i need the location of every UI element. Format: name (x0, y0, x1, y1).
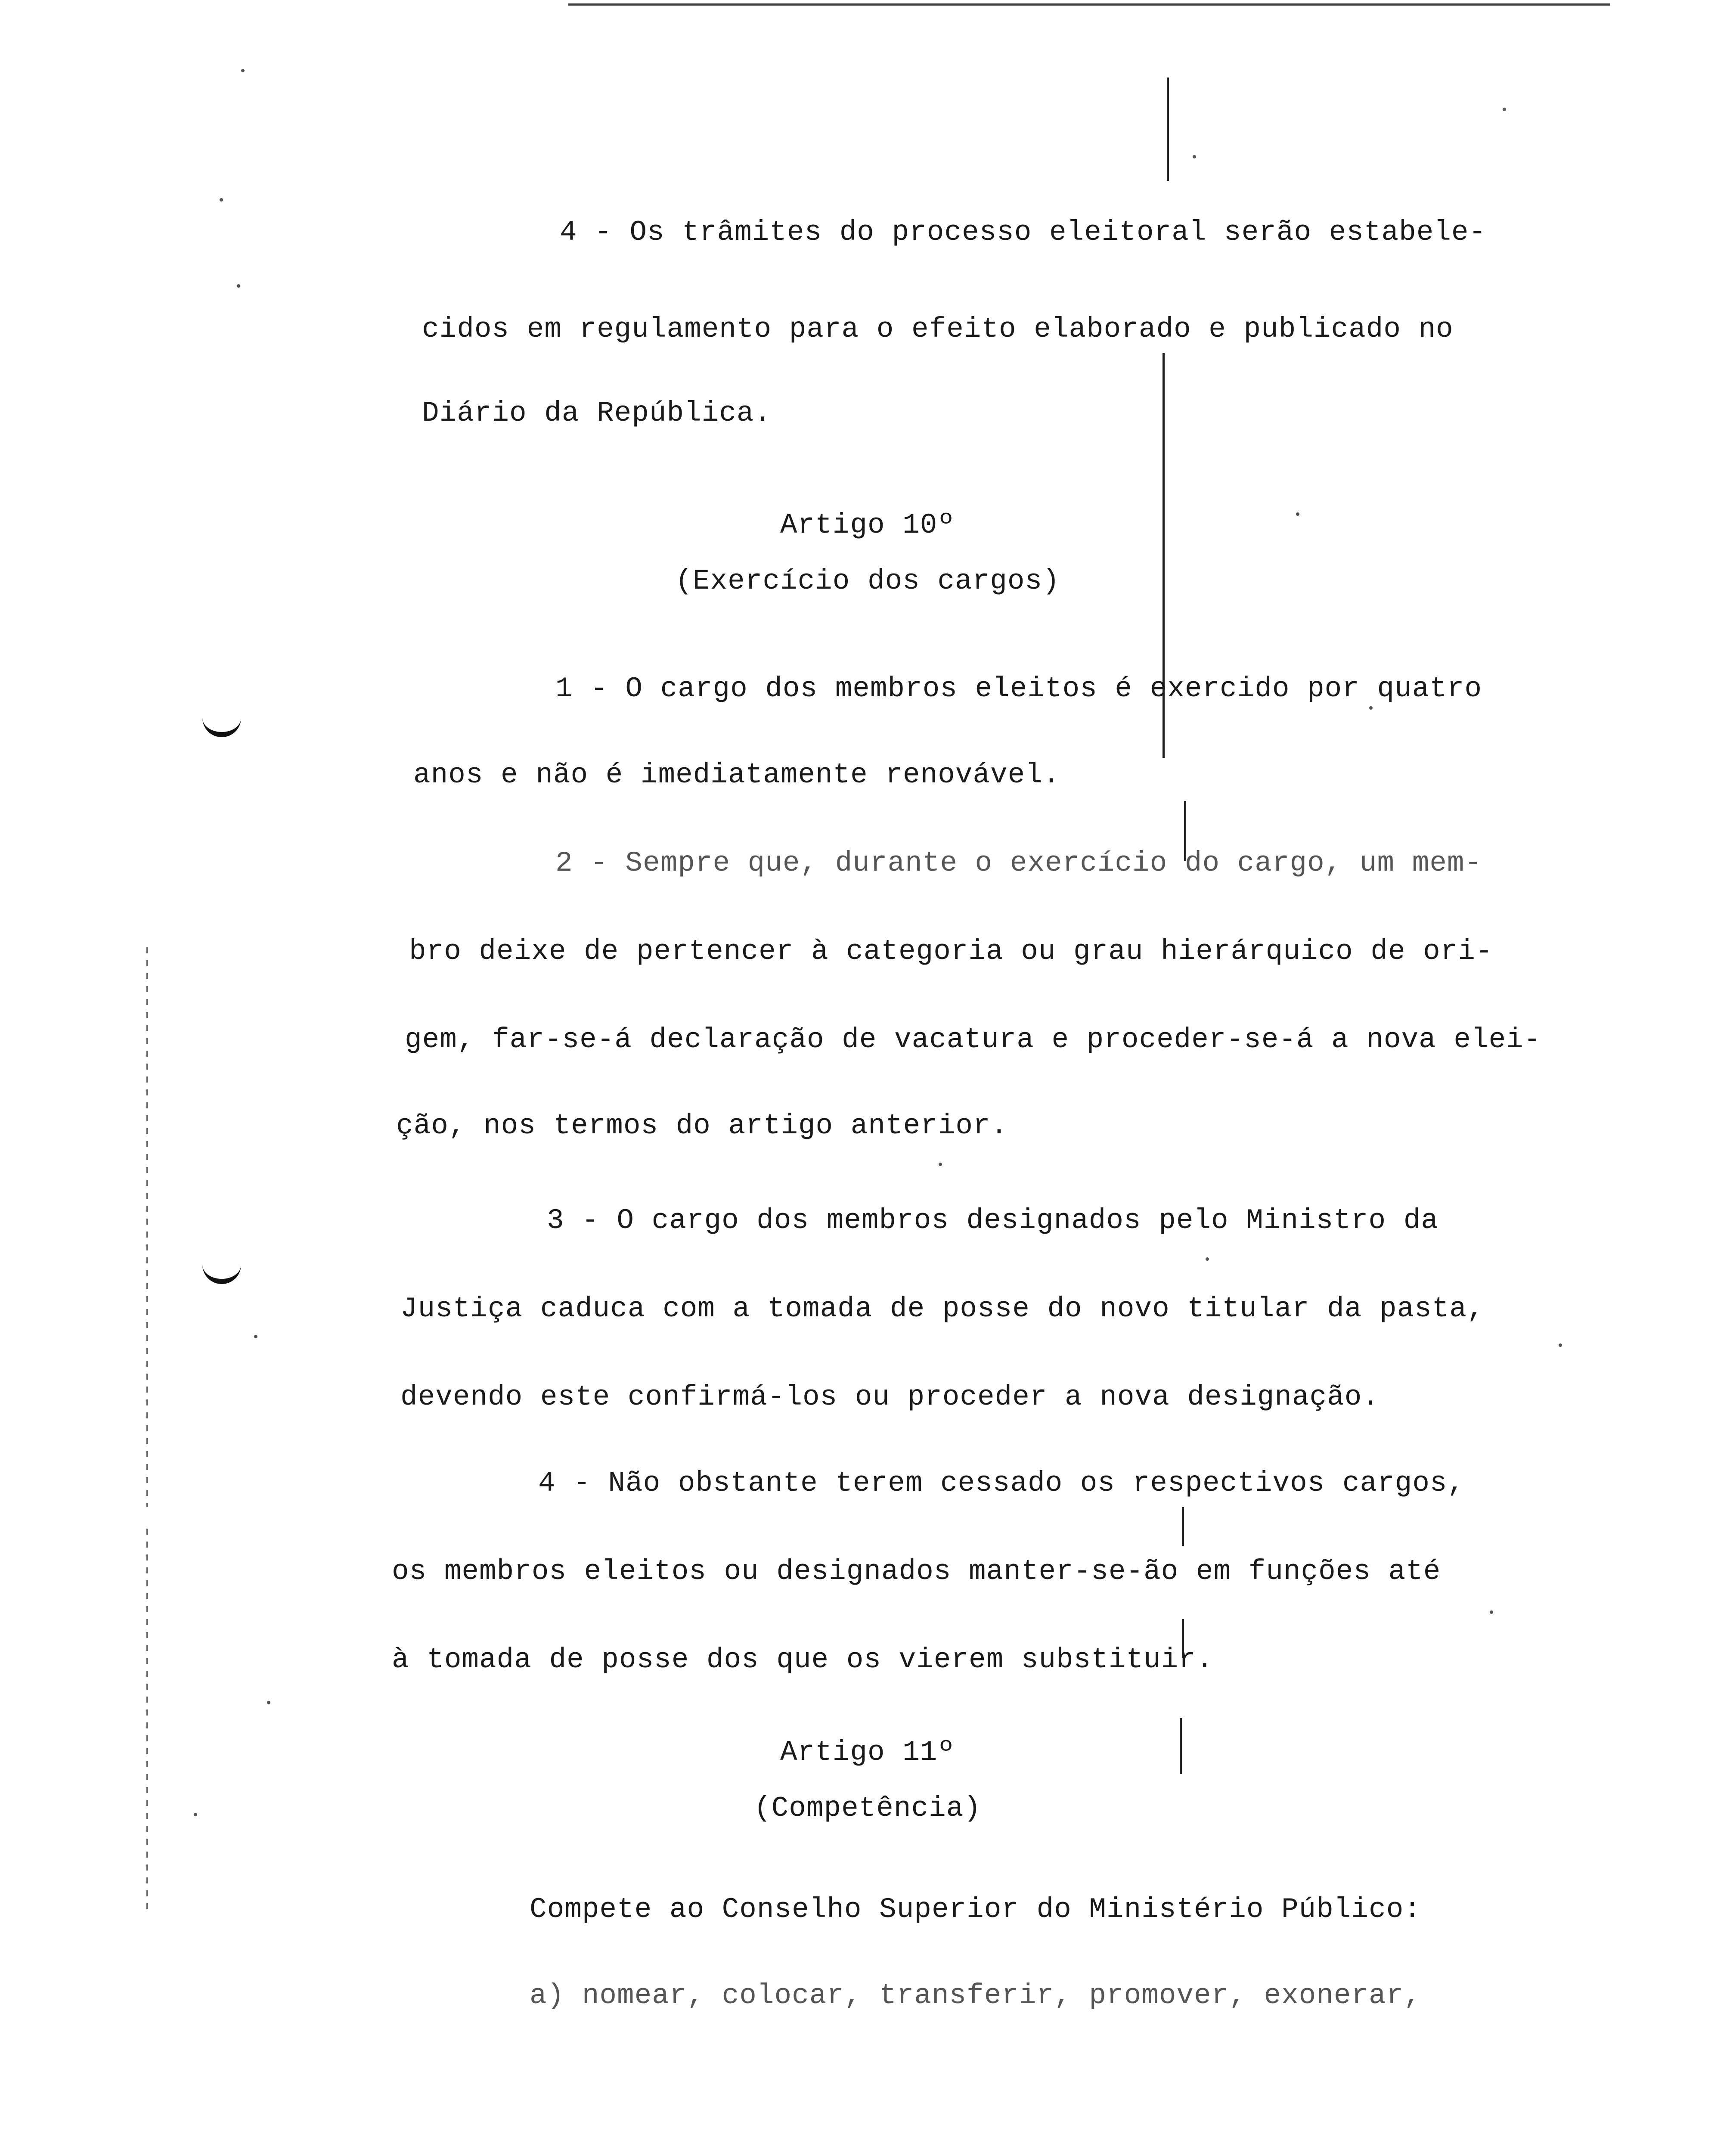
paragraph-line: 3 - O cargo dos membros designados pelo Ministro da (547, 1204, 1438, 1237)
paragraph-line: devendo este confirmá-los ou proceder a nova designação. (400, 1381, 1380, 1413)
paragraph-line: Diário da República. (422, 397, 772, 429)
paragraph-line: bro deixe de pertencer à categoria ou grau hierárquico de ori- (409, 935, 1493, 968)
article-heading: Artigo 10º (780, 509, 955, 541)
scan-speck (1490, 1610, 1493, 1614)
paragraph-line: anos e não é imediatamente renovável. (413, 759, 1060, 791)
paragraph-line: 1 - O cargo dos membros eleitos é exercido por quatro (555, 673, 1482, 705)
scan-speck (939, 1163, 942, 1166)
left-edge-artifact (146, 947, 148, 1507)
scan-speck (1369, 706, 1373, 710)
paragraph-line: os membros eleitos ou designados manter-se-ão em funções até (392, 1555, 1441, 1588)
paragraph-line: ção, nos termos do artigo anterior. (396, 1110, 1008, 1142)
scan-speck (220, 198, 223, 202)
paragraph-line: 4 - Não obstante terem cessado os respectivos cargos, (538, 1467, 1465, 1499)
scan-speck (1206, 1257, 1209, 1261)
top-rule (568, 3, 1610, 6)
paragraph-line: gem, far-se-á declaração de vacatura e proceder-se-á a nova elei- (405, 1024, 1541, 1056)
paragraph-line: 2 - Sempre que, durante o exercício do cargo, um mem- (555, 847, 1482, 879)
paragraph-line: 4 - Os trâmites do processo eleitoral serão estabele- (560, 216, 1487, 248)
left-edge-artifact (146, 1529, 148, 1916)
article-heading: Artigo 11º (780, 1736, 955, 1768)
scan-speck (1503, 108, 1506, 111)
scan-speck (1559, 1343, 1562, 1347)
scan-speck (254, 1335, 257, 1338)
binding-hole-mark (202, 1257, 241, 1284)
scan-speck (267, 1701, 270, 1704)
article-subtitle: (Exercício dos cargos) (675, 565, 1060, 597)
vertical-mark (1167, 78, 1169, 181)
binding-hole-mark (202, 710, 241, 737)
scan-speck (1296, 512, 1299, 516)
paragraph-line: cidos em regulamento para o efeito elaborado e publicado no (422, 313, 1454, 345)
paragraph-line: Justiça caduca com a tomada de posse do novo titular da pasta, (400, 1293, 1485, 1325)
article-subtitle: (Competência) (754, 1792, 981, 1824)
scan-speck (194, 1813, 197, 1816)
vertical-mark (1180, 1718, 1182, 1774)
paragraph-line: à tomada de posse dos que os vierem substituir. (392, 1644, 1214, 1676)
paragraph-line: a) nomear, colocar, transferir, promover, exonerar, (530, 1979, 1421, 2012)
paragraph-line: Compete ao Conselho Superior do Ministério Público: (530, 1893, 1421, 1926)
vertical-mark (1182, 1507, 1184, 1546)
scan-speck (241, 69, 245, 72)
scan-speck (237, 284, 240, 288)
scan-speck (1193, 155, 1196, 158)
